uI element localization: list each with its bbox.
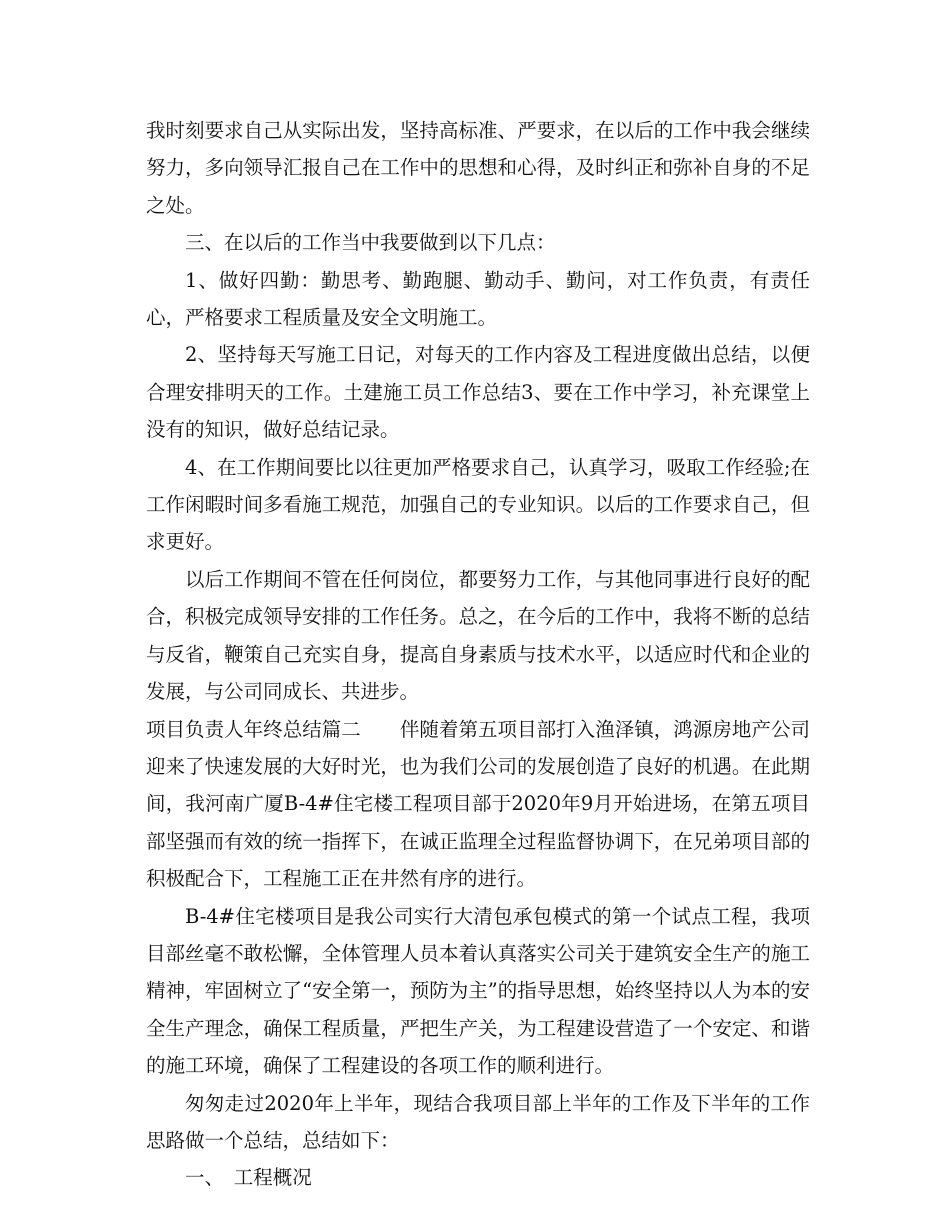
- paragraph-part-two-intro: 项目负责人年终总结篇二 伴随着第五项目部打入渔泽镇，鸿源房地产公司迎来了快速发展的大好时光，也为我们公司的发展创造了良好的机遇。在此期间，我河南广厦B-4#住宅楼工程项目部于2020年9月开始进场，在第五项目部坚强而有效的统一指挥下，在诚正监理全过程监督协调下，在兄弟项目部的积极配合下，工程施工正在井然有序的进行。: [146, 717, 810, 891]
- paragraph-b4-project: B-4#住宅楼项目是我公司实行大清包承包模式的第一个试点工程，我项目部丝毫不敢松懈，全体管理人员本着认真落实公司关于建筑安全生产的施工精神，牢固树立了“安全第一，预防为主”的指导思想，始终坚持以人为本的安全生产理念，确保工程质量，严把生产关，为工程建设营造了一个安定、和谐的施工环境，确保了工程建设的各项工作的顺利进行。: [146, 904, 810, 1078]
- document-body: [146, 112, 810, 1197]
- paragraph-conclusion: 以后工作期间不管在任何岗位，都要努力工作，与其他同事进行良好的配合，积极完成领导安排的工作任务。总之，在今后的工作中，我将不断的总结与反省，鞭策自己充实自身，提高自身素质与技术水平，以适应时代和企业的发展，与公司同成长、共进步。: [146, 567, 810, 704]
- paragraph-point-four: 4、在工作期间要比以往更加严格要求自己，认真学习，吸取工作经验;在工作闲暇时间多看施工规范，加强自己的专业知识。以后的工作要求自己，但求更好。: [146, 455, 810, 554]
- paragraph-point-two: 2、坚持每天写施工日记，对每天的工作内容及工程进度做出总结，以便合理安排明天的工作。土建施工员工作总结3、要在工作中学习，补充课堂上没有的知识，做好总结记录。: [146, 343, 810, 442]
- paragraph-half-year-summary: 匆匆走过2020年上半年，现结合我项目部上半年的工作及下半年的工作思路做一个总结，总结如下：: [146, 1091, 810, 1152]
- section-title-project-overview: 一、 工程概况: [185, 1166, 312, 1190]
- paragraph-section-three-heading: 三、在以后的工作当中我要做到以下几点：: [185, 231, 556, 255]
- paragraph-continuation: 我时刻要求自己从实际出发，坚持高标准、严要求，在以后的工作中我会继续努力，多向领导汇报自己在工作中的思想和心得，及时纠正和弥补自身的不足之处。: [146, 119, 810, 217]
- paragraph-point-one: 1、做好四勤：勤思考、勤跑腿、勤动手、勤问，对工作负责，有责任心，严格要求工程质量及安全文明施工。: [146, 268, 810, 330]
